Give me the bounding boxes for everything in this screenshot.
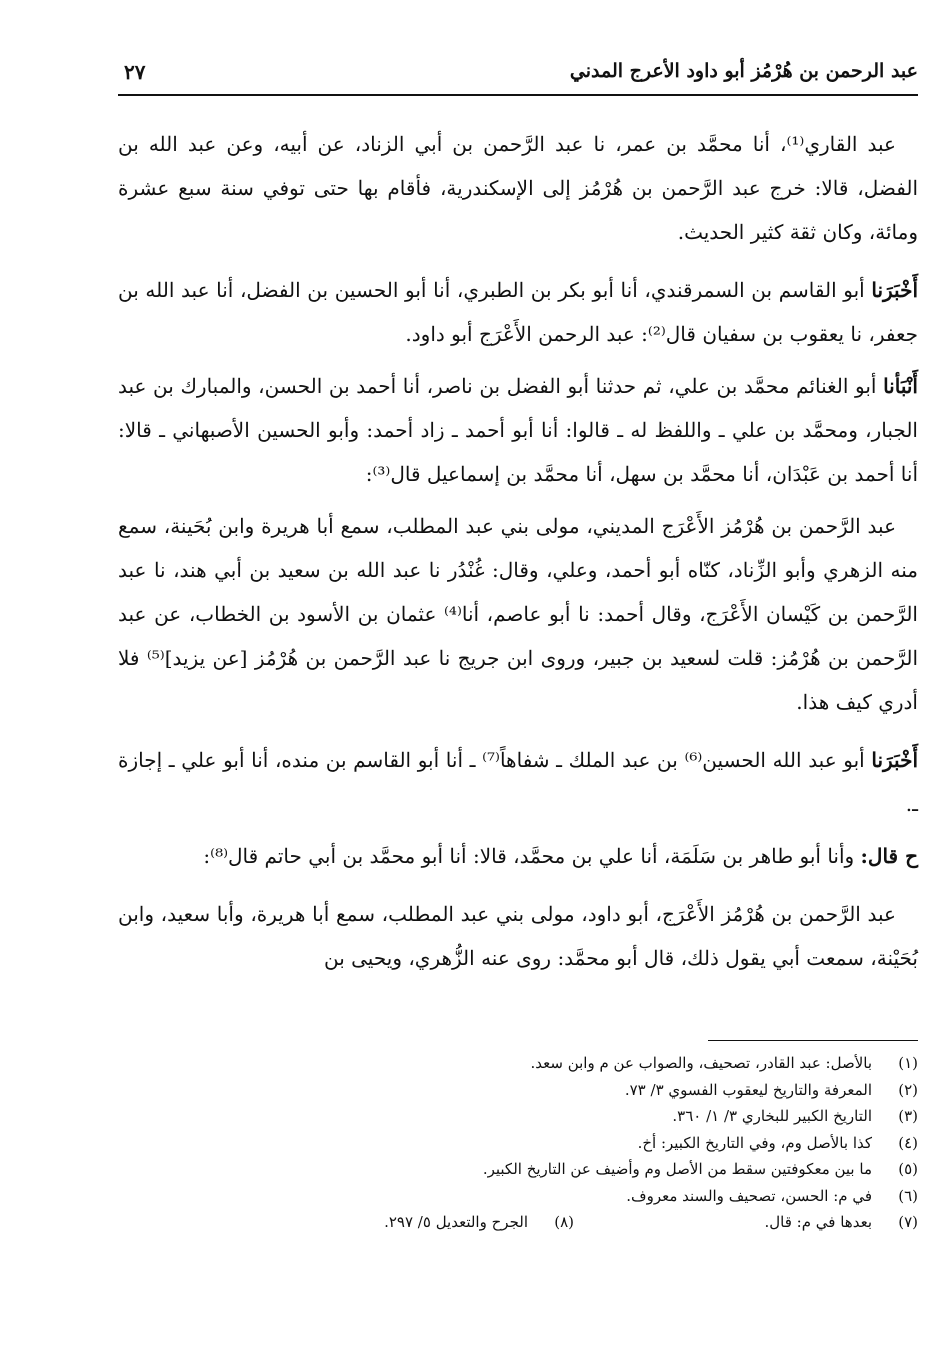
- footnote-number: (١): [898, 1054, 918, 1072]
- footnote-text: في م: الحسن، تصحيف والسند معروف.: [626, 1186, 872, 1205]
- paragraph-lead: أَخْبَرَنا: [871, 748, 918, 772]
- footnote-number: (٢): [898, 1080, 918, 1099]
- footnote-number: (٦): [898, 1186, 918, 1205]
- running-header: [118, 52, 918, 96]
- footnote: [574, 1209, 918, 1236]
- footnote-text: كذا بالأصل وم، وفي التاريخ الكبير: أخ.: [637, 1133, 872, 1152]
- paragraph-text: عبد القاري⁽¹⁾، أنا محمَّد بن عمر، نا عبد الرَّحمن بن أبي الزناد، عن أبيه، وعن عبد الله بن الفضل، قالا: خرج عبد الرَّحمن بن هُرْمُز إلى الإسكندرية، فأقام بها حتى توفي سنة سبع عشرة ومائة، وكان ثقة كثير الحديث.: [118, 132, 918, 244]
- footnote-text: بالأصل: عبد القادر، تصحيف، والصواب عن م وابن سعد.: [530, 1054, 872, 1072]
- paragraph-text: أبو الغنائم محمَّد بن علي، ثم حدثنا أبو الفضل بن ناصر، أنا أحمد بن الحسن، والمبارك بن عبد الجبار، ومحمَّد بن علي ـ واللفظ له ـ قالوا: أنا أبو أحمد ـ زاد أحمد: وأبو الحسين الأصبهاني ـ قالا: أنا أحمد بن عَبْدَان، أنا محمَّد بن سهل، أنا محمَّد بن إسماعيل قال⁽³⁾:: [118, 374, 918, 486]
- footnote: [230, 1077, 918, 1104]
- paragraph-lead: أَنْبَأنا: [883, 374, 918, 398]
- paragraph: [118, 738, 918, 826]
- paragraph: [118, 504, 918, 724]
- footnote-text: الجرح والتعديل ٥/ ٢٩٧.: [384, 1213, 528, 1231]
- footnote: [230, 1130, 918, 1157]
- paragraph-text: أبو القاسم بن السمرقندي، أنا أبو بكر بن الطبري، أنا أبو الحسين بن الفضل، أنا عبد الله بن جعفر، نا يعقوب بن سفيان قال⁽²⁾: عبد الرحمن الأَعْرَج أبو داود.: [118, 278, 918, 346]
- footnote-text: المعرفة والتاريخ ليعقوب الفسوي ٣/ ٧٣.: [624, 1080, 872, 1099]
- page-number: ٢٧: [124, 60, 146, 84]
- footnote-divider: [708, 1040, 918, 1041]
- paragraph-text: وأنا أبو طاهر بن سَلَمَة، أنا علي بن محمَّد، قالا: أنا أبو محمَّد بن أبي حاتم قال⁽⁸⁾:: [203, 844, 861, 868]
- footnote: [230, 1156, 918, 1183]
- paragraph-text: أبو عبد الله الحسين⁽⁶⁾ بن عبد الملك ـ شفاهاً⁽⁷⁾ ـ أنا أبو القاسم بن منده، أنا أبو علي ـ إجازة ـ.: [118, 748, 918, 816]
- footnote-text: ما بين معكوفتين سقط من الأصل وم وأضيف عن التاريخ الكبير.: [482, 1160, 872, 1178]
- footnote-number: (٤): [898, 1133, 918, 1152]
- running-title: عبد الرحمن بن هُرْمُز أبو داود الأعرج المدني: [569, 60, 918, 82]
- paragraph: [118, 834, 918, 878]
- footnote-text: التاريخ الكبير للبخاري ٣/ ١/ ٣٦٠.: [672, 1107, 872, 1125]
- footnote-number: (٣): [898, 1107, 918, 1125]
- footnote: [230, 1209, 574, 1236]
- paragraph: [118, 268, 918, 356]
- footnotes: [230, 1050, 918, 1236]
- footnote-number: (٨): [554, 1213, 574, 1231]
- footnote-number: (٧): [898, 1213, 918, 1231]
- footnote: [230, 1050, 918, 1077]
- main-text: [118, 122, 918, 988]
- footnote: [230, 1183, 918, 1210]
- footnote-number: (٥): [898, 1160, 918, 1178]
- paragraph: [118, 364, 918, 496]
- footnote-text: بعدها في م: قال.: [764, 1213, 872, 1231]
- paragraph-text: عبد الرَّحمن بن هُرْمُز الأَعْرَج، أبو داود، مولى بني عبد المطلب، سمع أبا هريرة، وأبا سعيد، وابن بُحَيْنة، سمعت أبي يقول ذلك، قال أبو محمَّد: روى عنه الزُّهري، ويحيى بن: [118, 902, 918, 970]
- paragraph: [118, 122, 918, 254]
- paragraph-lead: أَخْبَرَنا: [871, 278, 918, 302]
- paragraph-text: عبد الرَّحمن بن هُرْمُز الأَعْرَج المديني، مولى بني عبد المطلب، سمع أبا هريرة وابن بُحَينة، سمع منه الزهري وأبو الزِّناد، كنّاه أبو أحمد، وعلي، وقال: غُنْدُر نا عبد الله بن سعيد بن أبي هند، نا عبد الرَّحمن بن كَيْسان الأَعْرَج، وقال أحمد: نا أبو عاصم، أنا⁽⁴⁾ عثمان بن الأسود بن الخطاب، عن عبد الرَّحمن بن هُرْمُز: قلت لسعيد بن جبير، وروى ابن جريج نا عبد الرَّحمن بن هُرْمُز [عن يزيد]⁽⁵⁾ فلا أدري كيف هذا.: [118, 514, 919, 714]
- paragraph: [118, 892, 918, 980]
- footnote: [230, 1103, 918, 1130]
- footnote-row: [230, 1209, 918, 1236]
- paragraph-lead: ح قال:: [860, 844, 918, 868]
